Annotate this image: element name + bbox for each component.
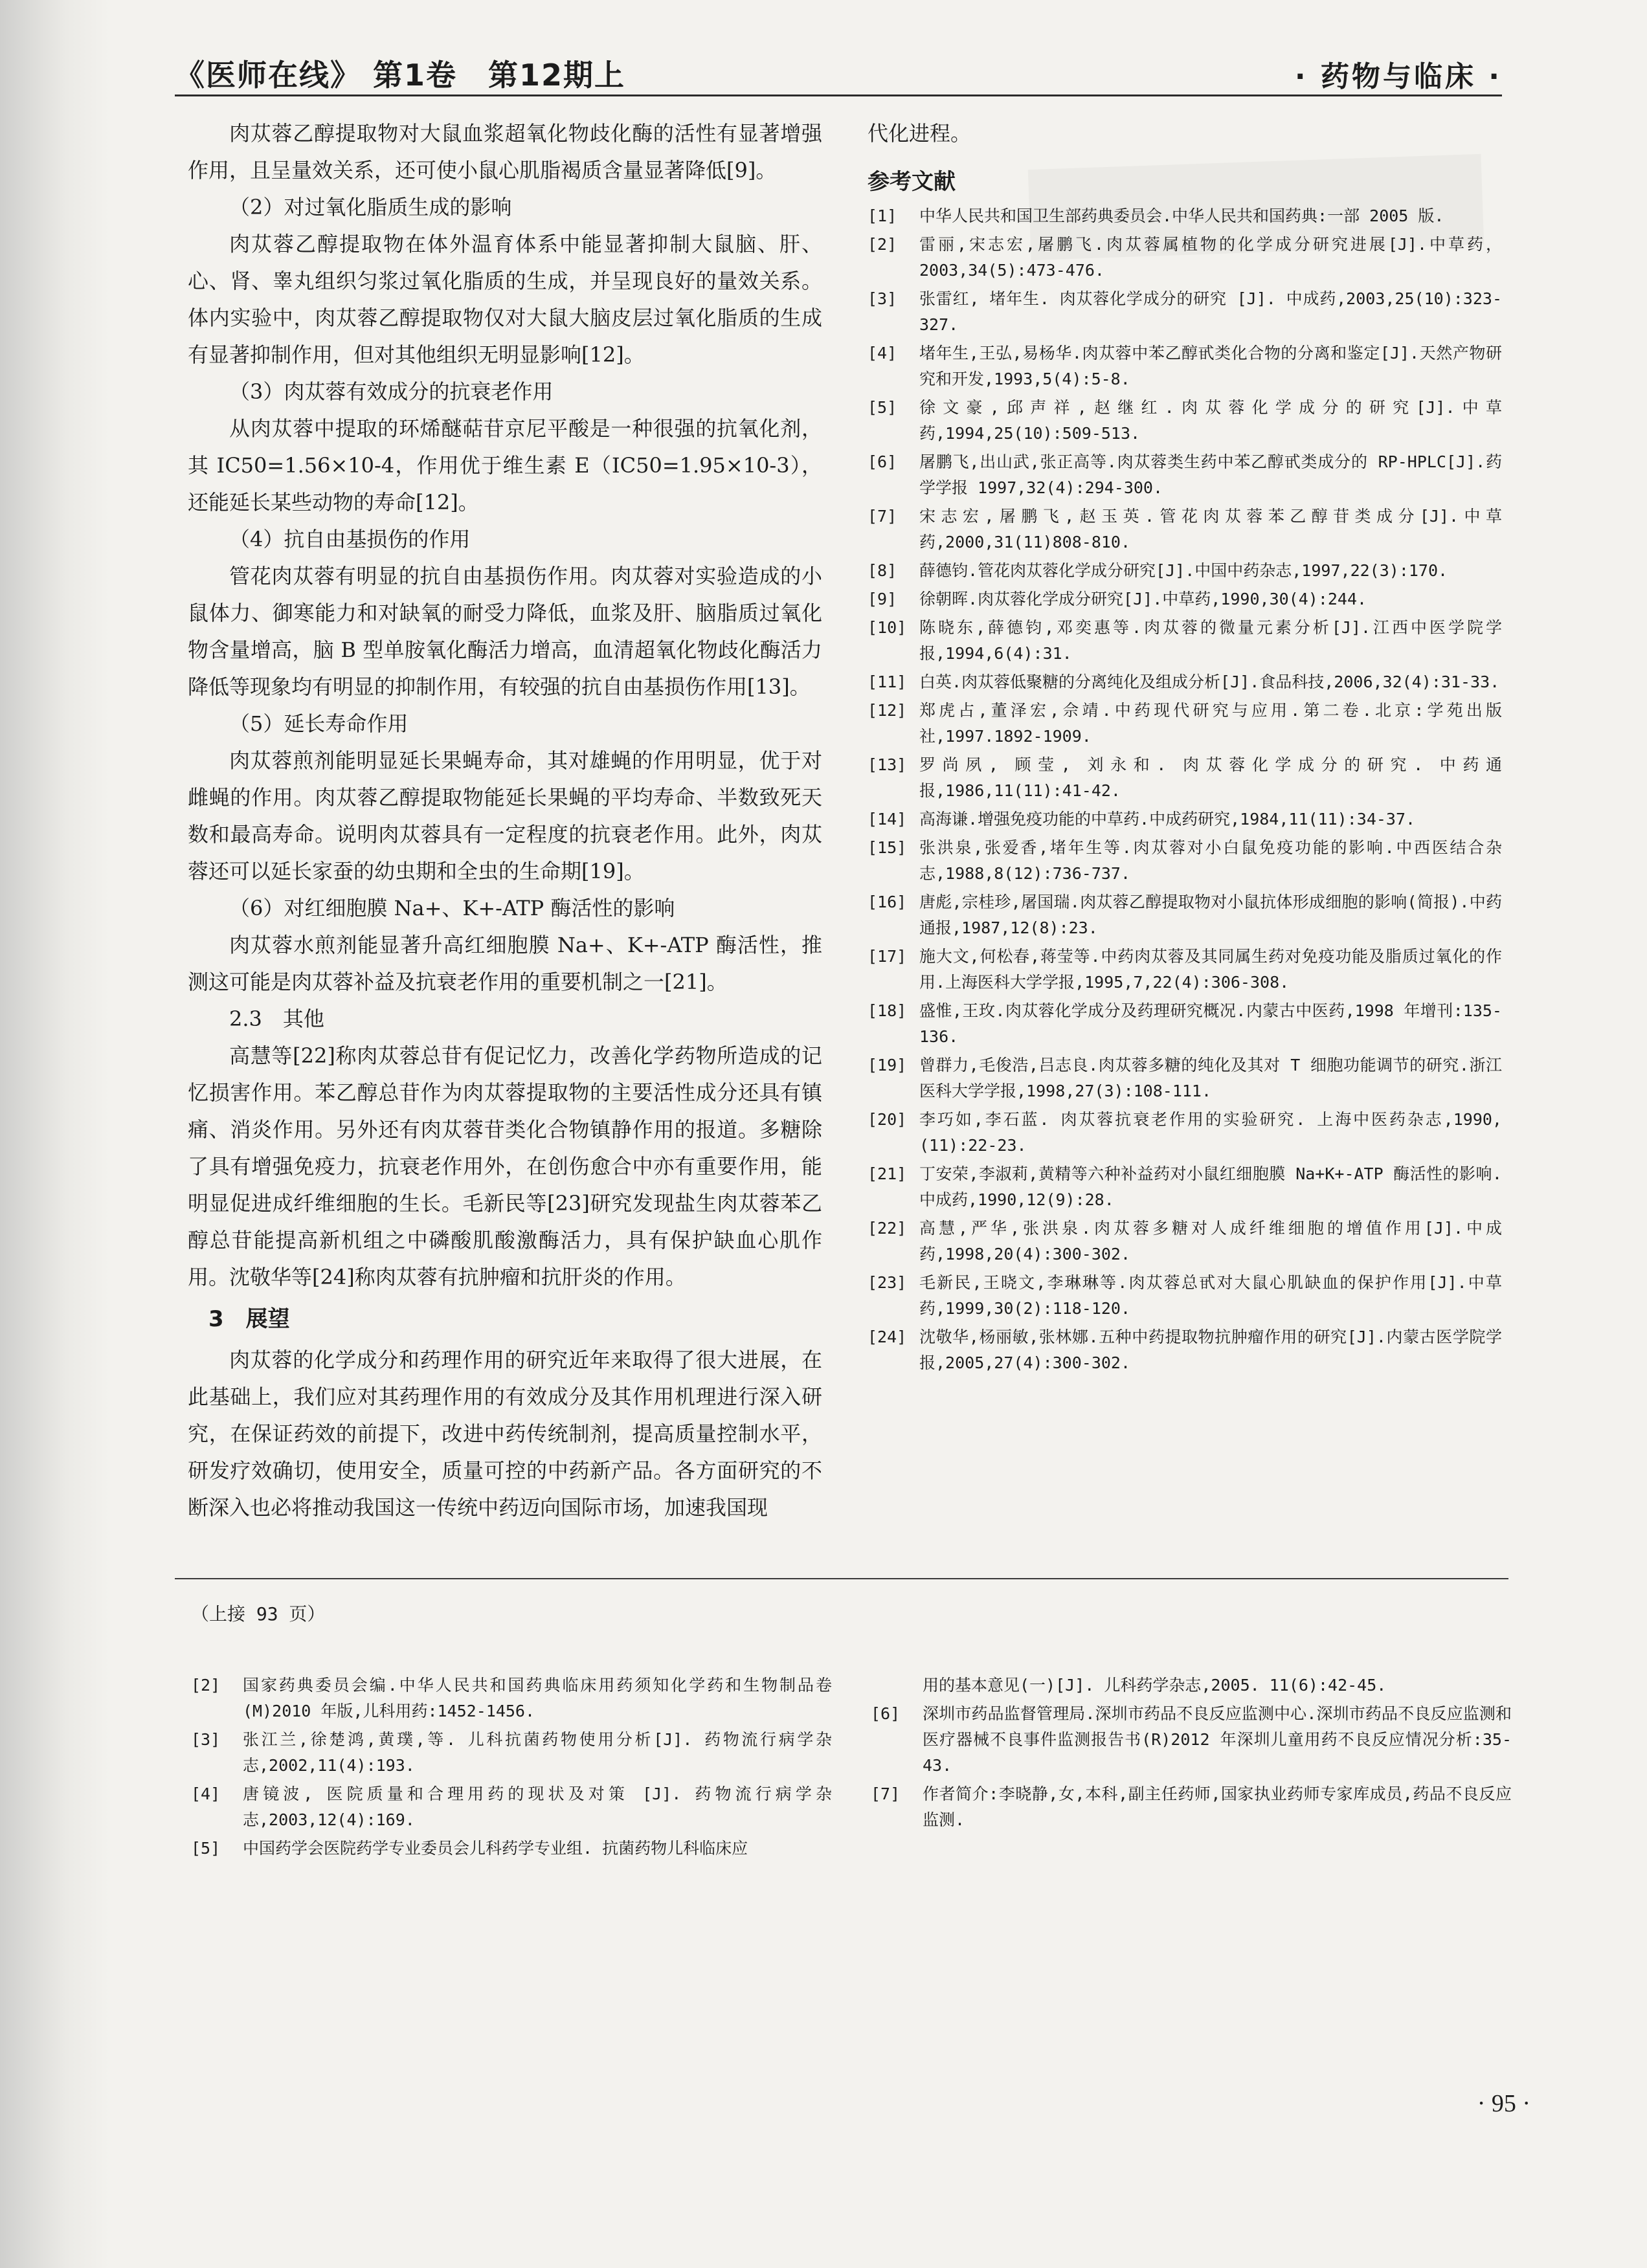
reference-number: [12] bbox=[868, 701, 907, 720]
reference-item bbox=[868, 232, 1502, 284]
reference-number: [4] bbox=[191, 1784, 221, 1803]
body-paragraph: 肉苁蓉水煎剂能显著升高红细胞膜 Na+、K+-ATP 酶活性，推测这可能是肉苁蓉补益及抗衰老作用的重要机制之一[21]。 bbox=[188, 933, 822, 994]
references-list bbox=[868, 203, 1502, 1376]
page-number: · 95 · bbox=[1477, 2090, 1530, 2117]
reference-text: 盛惟,王玫.肉苁蓉化学成分及药理研究概况.内蒙古中医药,1998 年增刊:135-136. bbox=[919, 1001, 1502, 1046]
reference-item bbox=[868, 203, 1502, 229]
reference-item bbox=[871, 1673, 1512, 1698]
reference-text: 薛德钧.管花肉苁蓉化学成分研究[J].中国中药杂志,1997,22(3):170. bbox=[919, 561, 1448, 580]
reference-number: [4] bbox=[868, 344, 897, 362]
reference-number: [19] bbox=[868, 1056, 907, 1074]
reference-number: [23] bbox=[868, 1273, 907, 1292]
reference-number: [7] bbox=[871, 1784, 901, 1803]
reference-number: [6] bbox=[868, 452, 897, 471]
reference-text: 张江兰,徐楚鸿,黄璞,等. 儿科抗菌药物使用分析[J]. 药物流行病学杂志,2002,11(4):193. bbox=[243, 1730, 832, 1775]
section-divider bbox=[175, 1578, 1508, 1579]
left-column bbox=[188, 115, 822, 1526]
body-paragraph: 肉苁蓉乙醇提取物在体外温育体系中能显著抑制大鼠脑、肝、心、肾、睾丸组织匀浆过氧化脂质的生成，并呈现良好的量效关系。体内实验中，肉苁蓉乙醇提取物仅对大鼠大脑皮层过氧化脂质的生成有显著抑制作用，但对其他组织无明显影响[12]。 bbox=[188, 232, 822, 367]
reference-text: 唐彪,宗桂珍,屠国瑞.肉苁蓉乙醇提取物对小鼠抗体形成细胞的影响(简报).中药通报,1987,12(8):23. bbox=[919, 893, 1502, 937]
reference-number: [5] bbox=[191, 1839, 221, 1858]
reference-number: [7] bbox=[868, 507, 897, 526]
reference-item bbox=[868, 586, 1502, 612]
reference-text: 中华人民共和国卫生部药典委员会.中华人民共和国药典:一部 2005 版. bbox=[919, 206, 1444, 225]
reference-text: 徐朝晖.肉苁蓉化学成分研究[J].中草药,1990,30(4):244. bbox=[919, 590, 1367, 608]
continued-references-right bbox=[871, 1673, 1512, 1836]
reference-number: [15] bbox=[868, 838, 907, 857]
reference-text: 郑虎占,董泽宏,佘靖.中药现代研究与应用.第二卷.北京:学苑出版社,1997.1892-1909. bbox=[919, 701, 1502, 746]
reference-item bbox=[868, 998, 1502, 1050]
reference-number: [8] bbox=[868, 561, 897, 580]
reference-text: 用的基本意见(一)[J]. 儿科药学杂志,2005. 11(6):42-45. bbox=[923, 1676, 1387, 1695]
reference-text: 深圳市药品监督管理局.深圳市药品不良反应监测中心.深圳市药品不良反应监测和医疗器械不良事件监测报告书(R)2012 年深圳儿童用药不良反应情况分析:35-43. bbox=[923, 1704, 1512, 1775]
reference-item bbox=[871, 1781, 1512, 1833]
reference-text: 丁安荣,李淑莉,黄精等六种补益药对小鼠红细胞膜 Na+K+-ATP 酶活性的影响.中成药,1990,12(9):28. bbox=[919, 1164, 1502, 1209]
subsection-heading: （5）延长寿命作用 bbox=[229, 711, 409, 736]
reference-number: [2] bbox=[868, 235, 897, 254]
page-header bbox=[175, 50, 1502, 96]
reference-item bbox=[868, 1161, 1502, 1213]
journal-title: 《医师在线》 第1卷 第12期上 bbox=[175, 58, 626, 93]
reference-item bbox=[868, 340, 1502, 392]
reference-item bbox=[868, 1052, 1502, 1104]
reference-item bbox=[868, 944, 1502, 995]
reference-number: [10] bbox=[868, 618, 907, 637]
reference-item bbox=[191, 1673, 832, 1724]
reference-text: 雷丽,宋志宏,屠鹏飞.肉苁蓉属植物的化学成分研究进展[J].中草药，2003,34(5):473-476. bbox=[919, 235, 1502, 280]
reference-item bbox=[868, 286, 1502, 338]
reference-text: 徐文豪,邱声祥,赵继红.肉苁蓉化学成分的研究[J].中草药,1994,25(10):509-513. bbox=[919, 398, 1502, 443]
reference-item bbox=[868, 752, 1502, 804]
scan-binding-shadow bbox=[0, 0, 110, 2268]
reference-text: 沈敬华,杨丽敏,张林娜.五种中药提取物抗肿瘤作用的研究[J].内蒙古医学院学报,2005,27(4):300-302. bbox=[919, 1328, 1502, 1372]
reference-item bbox=[191, 1781, 832, 1833]
body-paragraph: 肉苁蓉的化学成分和药理作用的研究近年来取得了很大进展，在此基础上，我们应对其药理作用的有效成分及其作用机理进行深入研究，在保证药效的前提下，改进中药传统制剂，提高质量控制水平，研发疗效确切，使用安全，质量可控的中药新产品。各方面研究的不断深入也必将推动我国这一传统中药迈向国际市场，加速我国现 bbox=[188, 1348, 822, 1520]
reference-text: 张洪泉,张爱香,堵年生等.肉苁蓉对小白鼠免疫功能的影响.中西医结合杂志,1988,8(12):736-737. bbox=[919, 838, 1502, 883]
reference-number: [9] bbox=[868, 590, 897, 608]
reference-number bbox=[871, 1673, 923, 1698]
reference-number: [24] bbox=[868, 1328, 907, 1346]
continued-from-label: （上接 93 页） bbox=[191, 1603, 326, 1625]
reference-number: [14] bbox=[868, 810, 907, 828]
reference-number: [5] bbox=[868, 398, 897, 417]
reference-number: [13] bbox=[868, 755, 907, 774]
reference-text: 毛新民,王晓文,李琳琳等.肉苁蓉总甙对大鼠心肌缺血的保护作用[J].中草药,1999,30(2):118-120. bbox=[919, 1273, 1502, 1318]
reference-item bbox=[868, 1324, 1502, 1376]
reference-item bbox=[868, 395, 1502, 447]
reference-number: [6] bbox=[871, 1704, 901, 1723]
reference-number: [22] bbox=[868, 1219, 907, 1238]
reference-item bbox=[868, 835, 1502, 887]
reference-text: 罗尚夙, 顾莹, 刘永和. 肉苁蓉化学成分的研究. 中药通报,1986,11(11):41-42. bbox=[919, 755, 1502, 800]
reference-text: 白英.肉苁蓉低聚糖的分离纯化及组成分析[J].食品科技,2006,32(4):31-33. bbox=[919, 673, 1500, 691]
reference-item bbox=[868, 1270, 1502, 1322]
reference-number: [3] bbox=[868, 289, 897, 308]
reference-text: 宋志宏,屠鹏飞,赵玉英.管花肉苁蓉苯乙醇苷类成分[J].中草药,2000,31(11)808-810. bbox=[919, 507, 1502, 551]
continued-references-left bbox=[191, 1673, 832, 1864]
references-title: 参考文献 bbox=[868, 169, 956, 195]
reference-item bbox=[868, 889, 1502, 941]
reference-text: 李巧如,李石蓝. 肉苁蓉抗衰老作用的实验研究. 上海中医药杂志,1990,(11):22-23. bbox=[919, 1110, 1502, 1155]
reference-text: 施大文,何松春,蒋莹等.中药肉苁蓉及其同属生药对免疫功能及脂质过氧化的作用.上海医科大学学报,1995,7,22(4):306-308. bbox=[919, 947, 1502, 992]
subsection-heading: （2）对过氧化脂质生成的影响 bbox=[229, 195, 512, 219]
reference-number: [18] bbox=[868, 1001, 907, 1020]
reference-item bbox=[191, 1727, 832, 1779]
reference-text: 中国药学会医院药学专业委员会儿科药学专业组. 抗菌药物儿科临床应 bbox=[243, 1839, 748, 1858]
subsection-heading: 2.3 其他 bbox=[229, 1006, 324, 1031]
reference-text: 陈晓东,薛德钧,邓奕惠等.肉苁蓉的微量元素分析[J].江西中医学院学报,1994,6(4):31. bbox=[919, 618, 1502, 663]
section-title: · 药物与临床 · bbox=[1294, 60, 1502, 93]
reference-item bbox=[868, 698, 1502, 750]
body-paragraph: 肉苁蓉乙醇提取物对大鼠血浆超氧化物歧化酶的活性有显著增强作用，且呈量效关系，还可使小鼠心肌脂褐质含量显著降低[9]。 bbox=[188, 121, 822, 183]
reference-number: [16] bbox=[868, 893, 907, 911]
body-paragraph: 从肉苁蓉中提取的环烯醚萜苷京尼平酸是一种很强的抗氧化剂，其 IC50=1.56×10-4，作用优于维生素 E（IC50=1.95×10-3），还能延长某些动物的寿命[12]。 bbox=[188, 416, 822, 515]
reference-text: 屠鹏飞,出山武,张正高等.肉苁蓉类生药中苯乙醇甙类成分的 RP-HPLC[J].药学学报 1997,32(4):294-300. bbox=[919, 452, 1502, 497]
reference-item bbox=[868, 1216, 1502, 1267]
reference-item bbox=[191, 1836, 832, 1862]
body-paragraph: 高慧等[22]称肉苁蓉总苷有促记忆力，改善化学药物所造成的记忆损害作用。苯乙醇总苷作为肉苁蓉提取物的主要活性成分还具有镇痛、消炎作用。另外还有肉苁蓉苷类化合物镇静作用的报道。多糖除了具有增强免疫力，抗衰老作用外，在创伤愈合中亦有重要作用，能明显促进成纤维细胞的生长。毛新民等[23]研究发现盐生肉苁蓉苯乙醇总苷能提高新机组之中磷酸肌酸激酶活力，具有保护缺血心肌作用。沈敬华等[24]称肉苁蓉有抗肿瘤和抗肝炎的作用。 bbox=[188, 1043, 822, 1289]
continuation-text: 代化进程。 bbox=[868, 121, 972, 146]
body-paragraph: 管花肉苁蓉有明显的抗自由基损伤作用。肉苁蓉对实验造成的小鼠体力、御寒能力和对缺氧的耐受力降低，血浆及肝、脑脂质过氧化物含量增高，脑 B 型单胺氧化酶活力增高，血清超氧化物歧化酶活力降低等现象均有明显的抑制作用，有较强的抗自由基损伤作用[13]。 bbox=[188, 564, 822, 699]
reference-item bbox=[868, 449, 1502, 501]
reference-item bbox=[871, 1701, 1512, 1779]
body-paragraph: 肉苁蓉煎剂能明显延长果蝇寿命，其对雄蝇的作用明显，优于对雌蝇的作用。肉苁蓉乙醇提取物能延长果蝇的平均寿命、半数致死天数和最高寿命。说明肉苁蓉具有一定程度的抗衰老作用。此外，肉苁蓉还可以延长家蚕的幼虫期和全虫的生命期[19]。 bbox=[188, 748, 822, 884]
reference-number: [11] bbox=[868, 673, 907, 691]
reference-item bbox=[868, 504, 1502, 555]
reference-item bbox=[868, 1107, 1502, 1159]
reference-item bbox=[868, 669, 1502, 695]
reference-text: 作者简介:李晓静,女,本科,副主任药师,国家执业药师专家库成员,药品不良反应监测. bbox=[923, 1784, 1512, 1829]
reference-text: 唐镜波, 医院质量和合理用药的现状及对策 [J]. 药物流行病学杂志,2003,12(4):169. bbox=[243, 1784, 832, 1829]
reference-text: 高海谦.增强免疫功能的中草药.中成药研究,1984,11(11):34-37. bbox=[919, 810, 1416, 828]
section-heading: 3 展望 bbox=[208, 1306, 290, 1332]
reference-item bbox=[868, 558, 1502, 584]
subsection-heading: （3）肉苁蓉有效成分的抗衰老作用 bbox=[229, 379, 554, 404]
subsection-heading: （4）抗自由基损伤的作用 bbox=[229, 527, 471, 551]
reference-number: [17] bbox=[868, 947, 907, 966]
reference-text: 张雷红, 堵年生. 肉苁蓉化学成分的研究 [J]. 中成药,2003,25(10):323-327. bbox=[919, 289, 1502, 334]
subsection-heading: （6）对红细胞膜 Na+、K+-ATP 酶活性的影响 bbox=[229, 896, 675, 920]
right-column bbox=[868, 115, 1502, 1379]
reference-text: 国家药典委员会编.中华人民共和国药典临床用药须知化学药和生物制品卷(M)2010 年版,儿科用药:1452-1456. bbox=[243, 1676, 832, 1720]
reference-number: [1] bbox=[868, 206, 897, 225]
reference-item bbox=[868, 615, 1502, 667]
reference-text: 曾群力,毛俊浩,吕志良.肉苁蓉多糖的纯化及其对 T 细胞功能调节的研究.浙江医科大学学报,1998,27(3):108-111. bbox=[919, 1056, 1502, 1100]
reference-number: [3] bbox=[191, 1730, 221, 1749]
reference-item bbox=[868, 806, 1502, 832]
reference-text: 高慧,严华,张洪泉.肉苁蓉多糖对人成纤维细胞的增值作用[J].中成药,1998,20(4):300-302. bbox=[919, 1219, 1502, 1263]
reference-text: 堵年生,王弘,易杨华.肉苁蓉中苯乙醇甙类化合物的分离和鉴定[J].天然产物研究和开发,1993,5(4):5-8. bbox=[919, 344, 1502, 388]
reference-number: [2] bbox=[191, 1676, 221, 1695]
reference-number: [20] bbox=[868, 1110, 907, 1129]
reference-number: [21] bbox=[868, 1164, 907, 1183]
